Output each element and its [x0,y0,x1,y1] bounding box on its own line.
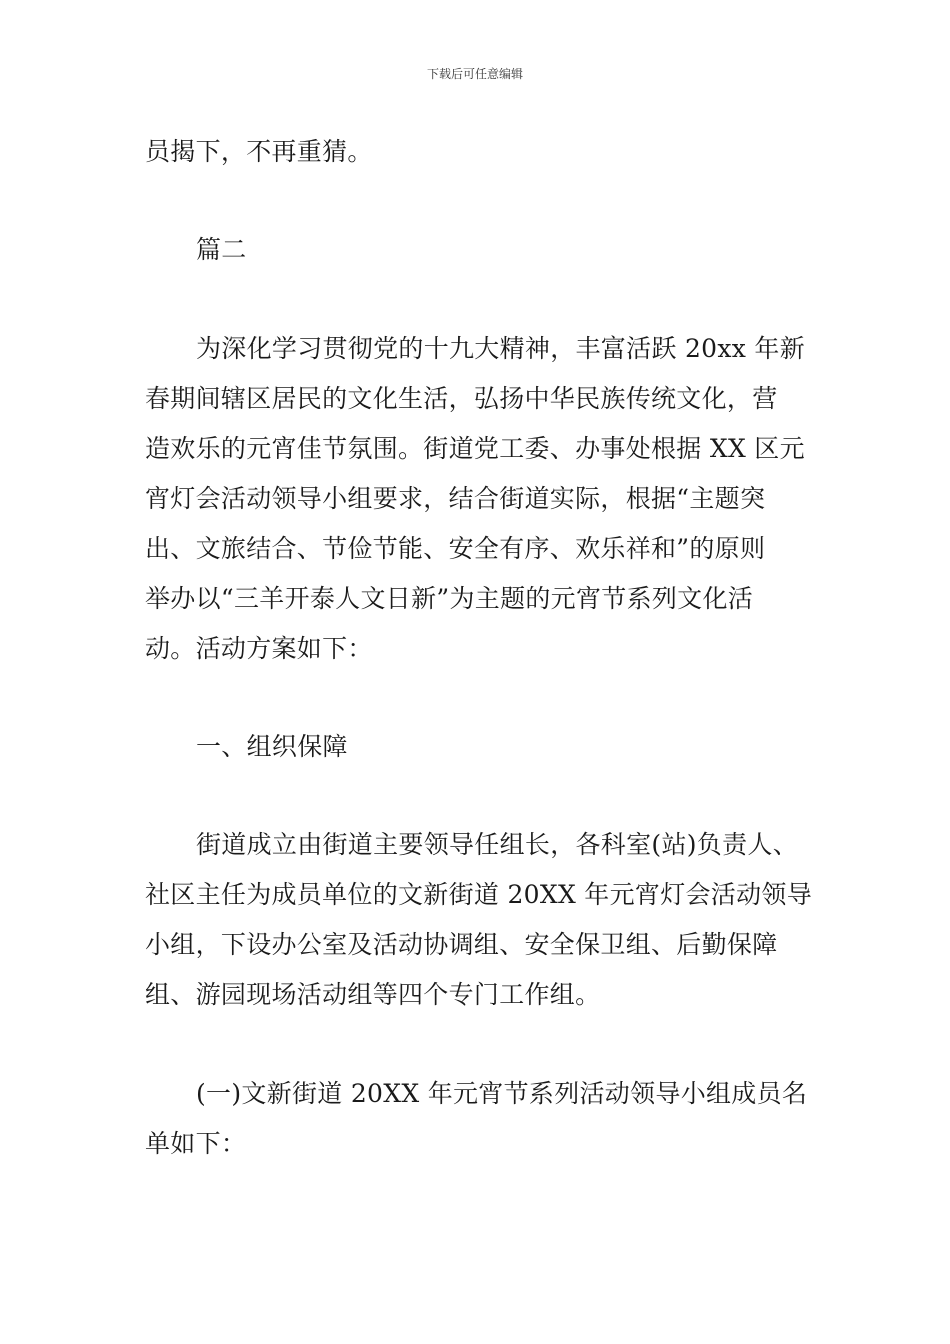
text-line: 宵灯会活动领导小组要求，结合街道实际，根据“主题突 [145,484,766,513]
section-heading: 篇二 [196,235,247,264]
text-line: 组、游园现场活动组等四个专门工作组。 [145,980,601,1009]
text-line: (一)文新街道 20XX 年元宵节系列活动领导小组成员名 [196,1079,808,1108]
text-line: 造欢乐的元宵佳节氛围。街道党工委、办事处根据 XX 区元 [145,434,805,463]
text-line: 员揭下，不再重猜。 [145,137,373,166]
text-line: 单如下： [145,1129,247,1158]
text-line: 社区主任为成员单位的文新街道 20XX 年元宵灯会活动领导 [145,880,813,909]
page-header: 下载后可任意编辑 [426,67,523,81]
text-line: 为深化学习贯彻党的十九大精神，丰富活跃 20xx 年新 [196,334,806,363]
text-line: 小组，下设办公室及活动协调组、安全保卫组、后勤保障 [145,930,778,959]
text-line: 动。活动方案如下： [145,634,373,663]
text-line: 举办以“三羊开泰人文日新”为主题的元宵节系列文化活 [145,584,754,613]
text-line: 春期间辖区居民的文化生活，弘扬中华民族传统文化，营 [145,384,778,413]
text-line: 出、文旅结合、节俭节能、安全有序、欢乐祥和”的原则 [145,534,766,563]
text-line: 街道成立由街道主要领导任组长，各科室(站)负责人、 [196,830,799,859]
section-heading: 一、组织保障 [196,732,348,761]
